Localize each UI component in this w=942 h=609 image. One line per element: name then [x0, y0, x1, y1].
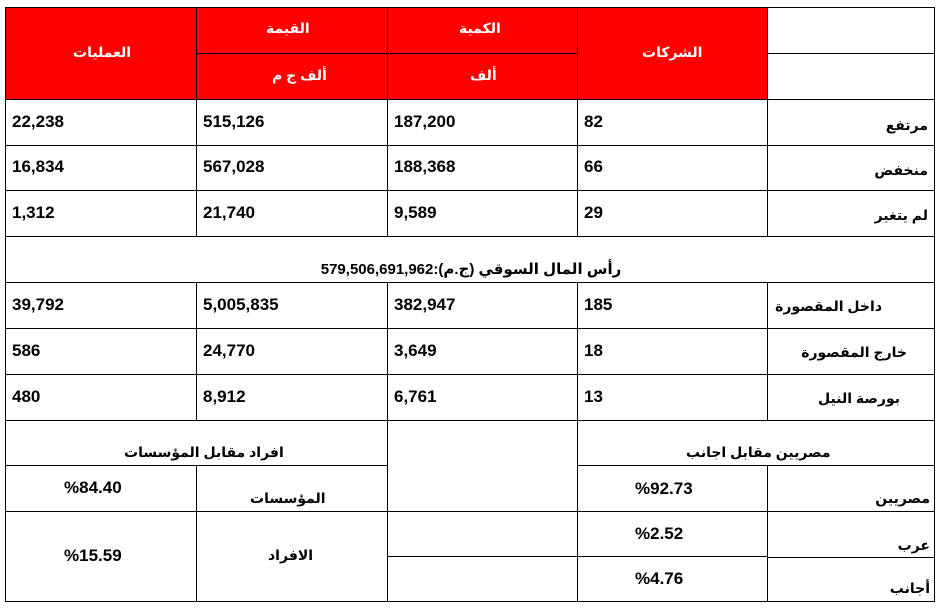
header-transactions-label: العمليات	[73, 44, 132, 60]
foreigners-pct: %4.76	[635, 569, 684, 588]
bottom-empty-cell-2	[387, 511, 577, 556]
market-row-2-companies: 18	[584, 341, 603, 360]
egyptians-label: مصريين	[875, 490, 930, 506]
movement-row-3-transactions: 1,312	[12, 203, 55, 222]
market-row-2-companies-cell	[577, 328, 767, 374]
market-row-3-value: 8,912	[203, 387, 246, 406]
individuals-label: الافراد	[268, 547, 314, 563]
institutions-label: المؤسسات	[250, 490, 326, 506]
individuals-pct: %15.59	[64, 546, 122, 565]
movement-row-3-label: لم يتغير	[874, 207, 928, 223]
table-frame-bottom	[5, 601, 935, 602]
table-frame-right	[934, 7, 935, 602]
market-row-3-companies-cell	[577, 374, 767, 420]
movement-row-1-value: 515,126	[203, 112, 265, 131]
market-row-2-label: خارج المقصورة	[801, 344, 907, 360]
movement-row-1-companies-cell	[577, 99, 767, 145]
market-row-1-companies: 185	[584, 295, 613, 314]
header-value-unit-label: ألف ج م	[272, 67, 327, 83]
market-row-2-quantity: 3,649	[394, 341, 437, 360]
movement-row-3-companies-cell	[577, 190, 767, 236]
movement-row-2-value: 567,028	[203, 157, 265, 176]
header-quantity-label: الكمية	[459, 20, 501, 36]
movement-row-1-companies: 82	[584, 112, 603, 131]
market-row-1-quantity: 382,947	[394, 295, 456, 314]
movement-row-3-value: 21,740	[203, 203, 255, 222]
header-quantity-unit-label: ألف	[470, 67, 497, 83]
individuals-title: افراد مقابل المؤسسات	[124, 444, 284, 460]
market-row-3-label: بورصة النيل	[818, 390, 900, 406]
movement-row-2-companies-cell	[577, 145, 767, 190]
header-companies-label: الشركات	[642, 44, 703, 60]
movement-row-3-companies: 29	[584, 203, 603, 222]
market-row-2-value: 24,770	[203, 341, 255, 360]
foreigners-label: أجانب	[889, 580, 930, 596]
header-value-label: القيمة	[266, 20, 310, 36]
market-row-1-transactions: 39,792	[12, 295, 64, 314]
header-empty-cell	[767, 7, 935, 53]
market-cap-line	[0, 260, 942, 278]
movement-row-3-quantity: 9,589	[394, 203, 437, 222]
egyptians-pct: %92.73	[635, 479, 693, 498]
movement-row-2-companies: 66	[584, 157, 603, 176]
market-row-3-quantity: 6,761	[394, 387, 437, 406]
arabs-label: عرب	[897, 537, 930, 553]
movement-row-2-transactions: 16,834	[12, 157, 64, 176]
market-row-1-value: 5,005,835	[203, 295, 279, 314]
movement-row-2-quantity: 188,368	[394, 157, 456, 176]
market-row-3-transactions: 480	[12, 387, 41, 406]
bottom-empty-cell-3	[387, 556, 577, 602]
egyptians-title: مصريين مقابل اجانب	[686, 444, 831, 460]
movement-row-1-quantity: 187,200	[394, 112, 456, 131]
movement-row-2-label: منخفض	[874, 162, 928, 178]
market-row-2-transactions: 586	[12, 341, 41, 360]
market-row-3-companies: 13	[584, 387, 603, 406]
market-cap-value: 579,506,691,962	[320, 261, 434, 278]
movement-row-1-label: مرتفع	[885, 117, 928, 133]
institutions-pct: %84.40	[64, 478, 122, 497]
arabs-pct: %2.52	[635, 524, 684, 543]
movement-row-1-transactions: 22,238	[12, 112, 64, 131]
market-cap-label: رأس المال السوقي (ج.م):	[433, 261, 622, 278]
header-empty-cell-2	[767, 53, 935, 99]
bottom-empty-cell-1	[387, 420, 577, 511]
market-row-1-label: داخل المقصورة	[775, 298, 882, 314]
